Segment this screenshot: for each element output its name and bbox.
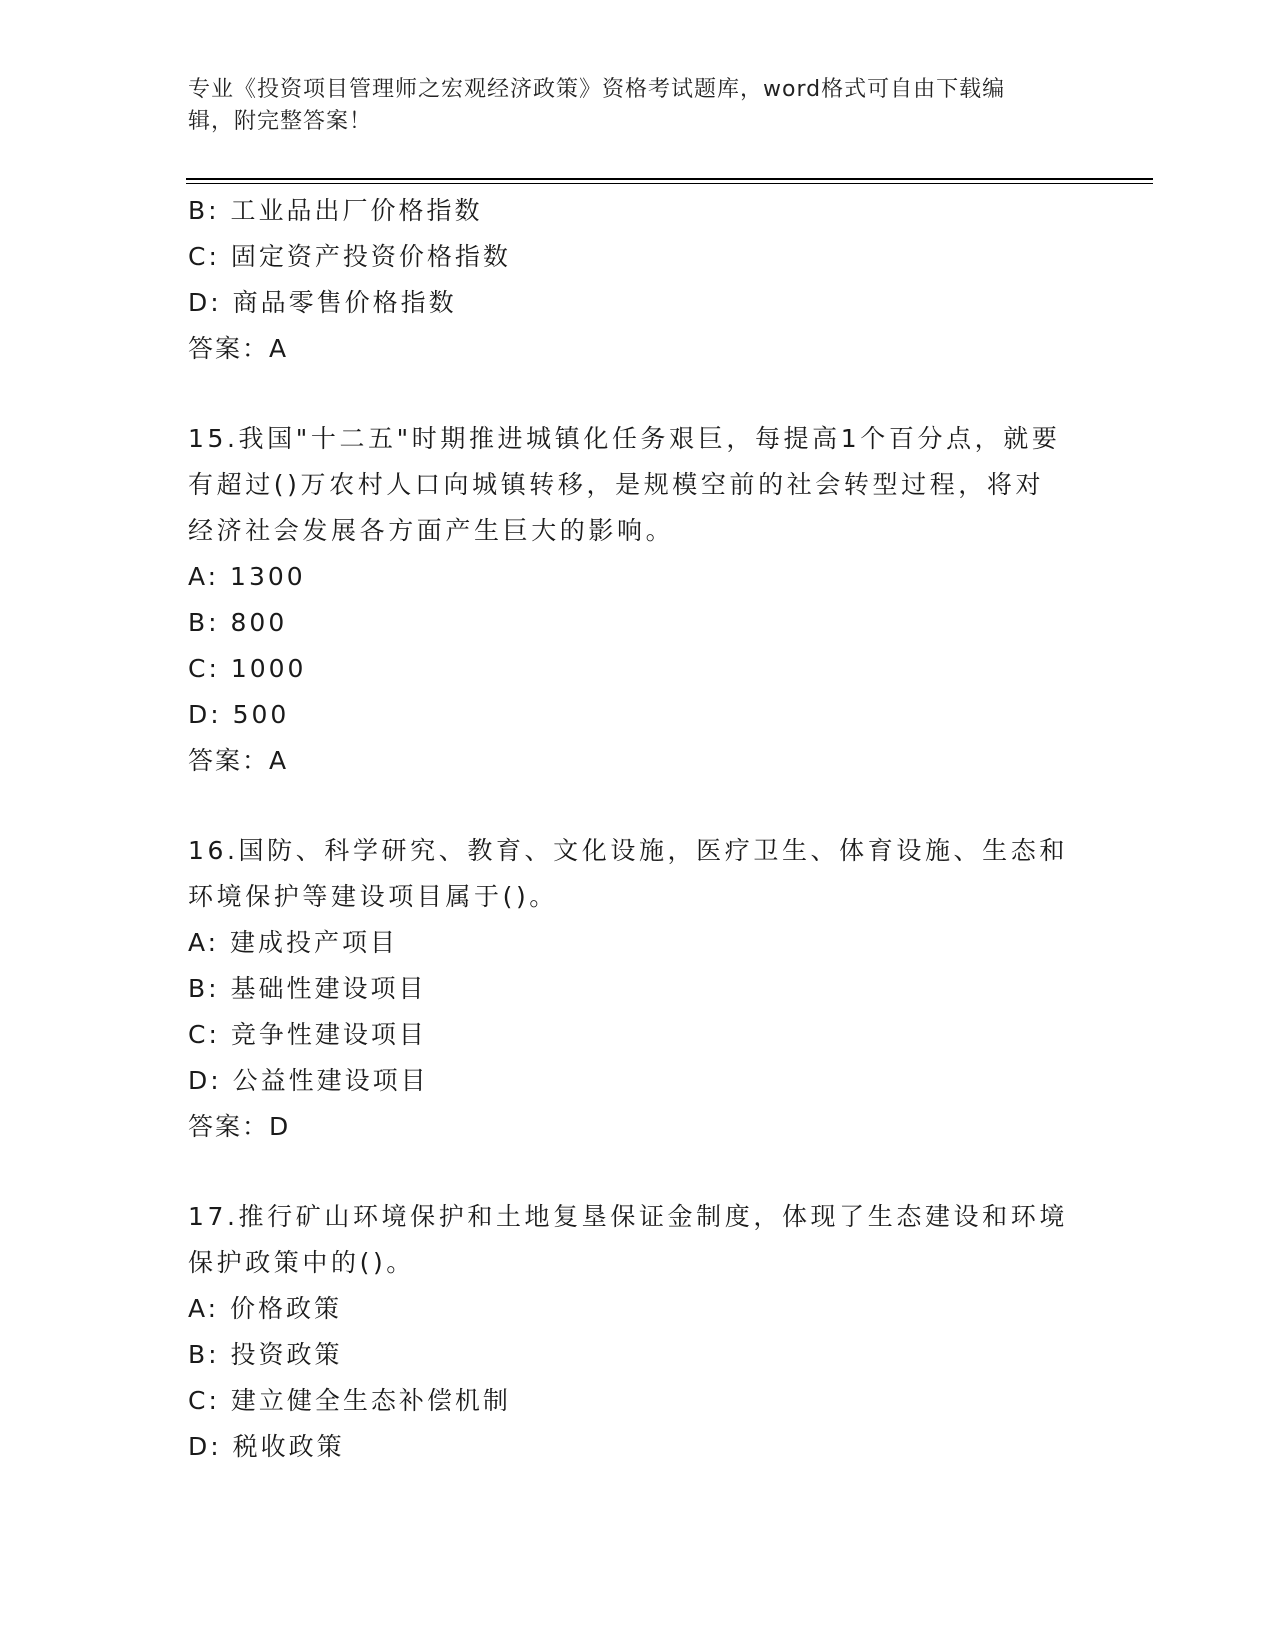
question-text — [188, 828, 1088, 920]
answer-line: 答案：D — [188, 1112, 291, 1141]
option-a: A: 建成投产项目 — [188, 928, 399, 957]
option-d: D: 500 — [188, 700, 290, 729]
option-a: A: 1300 — [188, 562, 306, 591]
answer-line: 答案：A — [188, 334, 289, 363]
question-text-line: 环境保护等建设项目属于()。 — [188, 882, 558, 911]
header-rule-bottom — [186, 183, 1153, 184]
question-16 — [188, 828, 1088, 1150]
option-c: C: 竞争性建设项目 — [188, 1020, 427, 1049]
header-line-1: 专业《投资项目管理师之宏观经济政策》资格考试题库，word格式可自由下载编 — [188, 77, 1006, 102]
question-text-line: 有超过()万农村人口向城镇转移，是规模空前的社会转型过程，将对 — [188, 470, 1045, 499]
document-header — [188, 74, 1068, 138]
question-text — [188, 1194, 1088, 1286]
question-text-line: 保护政策中的()。 — [188, 1248, 415, 1277]
option-c: C: 1000 — [188, 654, 307, 683]
question-text-line: 15.我国"十二五"时期推进城镇化任务艰巨，每提高1个百分点，就要 — [188, 424, 1061, 453]
question-text — [188, 416, 1088, 554]
answer-line: 答案：A — [188, 746, 289, 775]
question-15 — [188, 416, 1088, 784]
option-b: B: 投资政策 — [188, 1340, 343, 1369]
option-c: C: 固定资产投资价格指数 — [188, 242, 511, 271]
option-b: B: 基础性建设项目 — [188, 974, 427, 1003]
question-17 — [188, 1194, 1088, 1470]
option-c: C: 建立健全生态补偿机制 — [188, 1386, 511, 1415]
question-14-tail — [188, 188, 1088, 372]
option-d: D: 公益性建设项目 — [188, 1066, 429, 1095]
question-list — [188, 188, 1088, 1470]
header-rule-top — [186, 178, 1153, 180]
option-d: D: 税收政策 — [188, 1432, 345, 1461]
option-d: D: 商品零售价格指数 — [188, 288, 457, 317]
option-b: B: 工业品出厂价格指数 — [188, 196, 483, 225]
option-b: B: 800 — [188, 608, 288, 637]
header-line-2: 辑，附完整答案！ — [188, 109, 373, 134]
option-a: A: 价格政策 — [188, 1294, 343, 1323]
question-text-line: 16.国防、科学研究、教育、文化设施，医疗卫生、体育设施、生态和 — [188, 836, 1068, 865]
question-text-line: 经济社会发展各方面产生巨大的影响。 — [188, 516, 675, 545]
question-text-line: 17.推行矿山环境保护和土地复垦保证金制度，体现了生态建设和环境 — [188, 1202, 1068, 1231]
